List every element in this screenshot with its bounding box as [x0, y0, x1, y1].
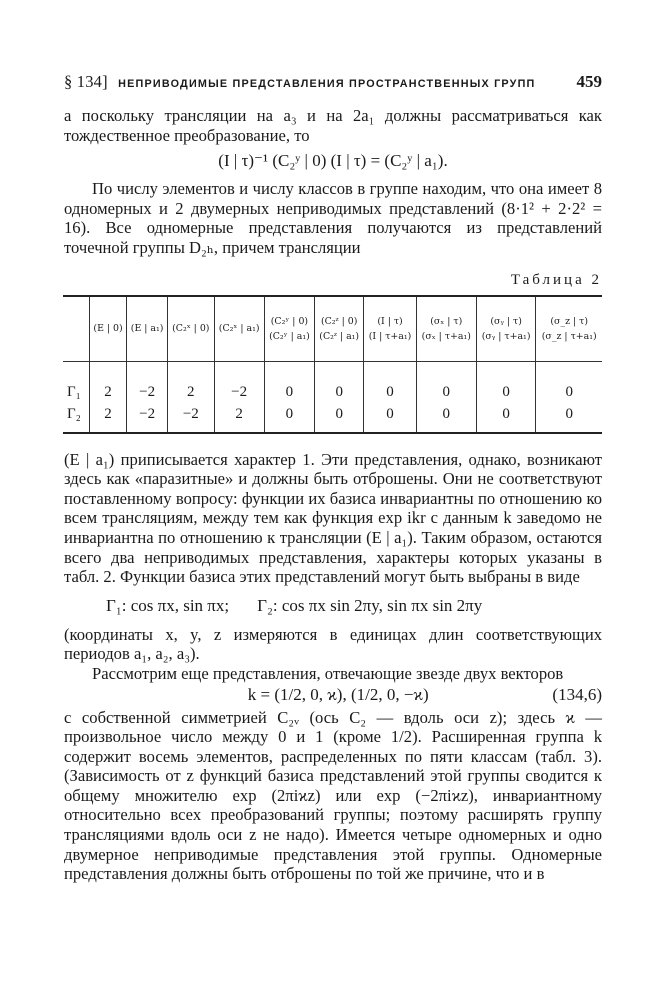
- table-cell: 0: [536, 404, 602, 433]
- table-cell: 2: [168, 361, 214, 404]
- paragraph-3: (E | a₁) приписывается характер 1. Эти представления, однако, возникают здесь как «паразитные» и должны быть отброшены. Они не соответствуют поставленному вопросу: функции их базиса инвариантны по отношению ко всем трансляциям, между тем как функция exp ikr с данным k заведомо не инвариантна по отношению к трансляции (E | a₁). Таким образом, остаются всего два неприводимых представления, характеры которых указаны в табл. 2. Функции базиса этих представлений могут быть выбраны в виде: [64, 449, 602, 587]
- table-cell: 0: [264, 361, 314, 404]
- paragraph-1: а поскольку трансляции на a₃ и на 2a₁ должны рассматриваться как тождественное преобразование, то: [64, 106, 602, 145]
- formula-1: (I | τ)⁻¹ (C₂ʸ | 0) (I | τ) = (C₂ʸ | a₁).: [218, 151, 448, 171]
- col-header: (I | τ) (I | τ+a₁): [364, 296, 416, 362]
- col-header: (σₓ | τ) (σₓ | τ+a₁): [416, 296, 476, 362]
- col-header: (C₂ᶻ | 0) (C₂ᶻ | a₁): [315, 296, 364, 362]
- col-header: (σᵧ | τ) (σᵧ | τ+a₁): [476, 296, 536, 362]
- col-header: (C₂ˣ | 0): [168, 296, 214, 362]
- row-label: Γ₂: [63, 404, 90, 433]
- table-cell: −2: [168, 404, 214, 433]
- table-corner: [63, 296, 90, 362]
- table-cell: 2: [90, 361, 127, 404]
- table-cell: 2: [90, 404, 127, 433]
- table-cell: 0: [476, 361, 536, 404]
- section-number: § 134]: [64, 72, 108, 91]
- paragraph-2: По числу элементов и числу классов в группе находим, что она имеет 8 одномерных и 2 двумерных неприводимых представлений (8·1² + 2·2² = 16). Все одномерные представления получаются из представлений точечной группы D₂ₕ, причем трансляции: [64, 179, 602, 257]
- col-header: (C₂ʸ | 0) (C₂ʸ | a₁): [264, 296, 314, 362]
- basis-gamma1: Γ₁: cos πx, sin πx;: [106, 595, 230, 615]
- col-header: (E | 0): [90, 296, 127, 362]
- table-cell: 0: [264, 404, 314, 433]
- table-row: [63, 361, 602, 404]
- col-header: (E | a₁): [127, 296, 168, 362]
- paragraph-6: с собственной симметрией C₂ᵥ (ось C₂ — вдоль оси z); здесь ϰ — произвольное число между 0 и 1 (кроме 1/2). Расширенная группа k содержит восемь элементов, распределенных по пяти классам (табл. 3). (Зависимость от z функций базиса представлений этой группы сводится к общему множителю exp (2πiϰz) или exp (−2πiϰz), инвариантному относительно всех преобразований группы; поэтому расширять группу трансляциями вдоль оси z не надо). Имеется четыре одномерных и одно двумерное неприводимые представления этой группы. Одномерные представления должны быть отброшены по той же причине, что и в: [64, 707, 602, 884]
- table-cell: 0: [364, 361, 416, 404]
- table-cell: 0: [364, 404, 416, 433]
- col-header: (σ_z | τ) (σ_z | τ+a₁): [536, 296, 602, 362]
- equation-text: k = (1/2, 0, ϰ), (1/2, 0, −ϰ): [247, 684, 429, 704]
- basis-functions: [106, 595, 602, 617]
- chapter-title: НЕПРИВОДИМЫЕ ПРЕДСТАВЛЕНИЯ ПРОСТРАНСТВЕННЫХ ГРУПП: [118, 78, 536, 90]
- table-cell: 0: [315, 404, 364, 433]
- table-row: [63, 404, 602, 433]
- table-cell: −2: [127, 361, 168, 404]
- table-cell: 0: [315, 361, 364, 404]
- running-header: [64, 72, 602, 96]
- row-label: Γ₁: [67, 384, 81, 401]
- table-caption: Таблица 2: [510, 271, 602, 288]
- table-cell: 0: [536, 361, 602, 404]
- table-header-row: [63, 296, 602, 362]
- book-page: [64, 72, 602, 884]
- table-cell: 0: [416, 361, 476, 404]
- equation-134-6: [64, 684, 602, 706]
- equation-number: (134,6): [552, 684, 602, 704]
- basis-gamma2: Γ₂: cos πx sin 2πy, sin πx sin 2πy: [257, 595, 483, 615]
- table-cell: 0: [476, 404, 536, 433]
- table-cell: 0: [416, 404, 476, 433]
- character-table: [63, 295, 602, 434]
- paragraph-4: (координаты x, y, z измеряются в единицах длин соответствующих периодов a₁, a₂, a₃).: [64, 624, 602, 664]
- table-cell: −2: [127, 404, 168, 433]
- table-cell: 2: [214, 404, 264, 433]
- col-header: (C₂ˣ | a₁): [214, 296, 264, 362]
- page-number: 459: [576, 72, 602, 91]
- paragraph-5: Рассмотрим еще представления, отвечающие звезде двух векторов: [92, 663, 564, 683]
- table-cell: −2: [214, 361, 264, 404]
